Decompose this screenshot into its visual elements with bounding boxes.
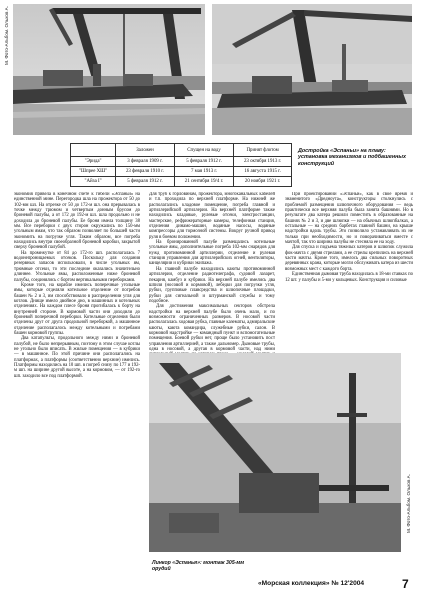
paragraph: Для труб к горловинам, прожектора, многоканальных кабелей и т.п. проходила по верхней платформе. На нижней же располагались кладовое помещение, погреба главной и артиллерийской артиллерии. На верхней платформе также находились кладовые, рулевые отсеки, электростанции, мастерские, рефрижераторные камеры, телефонная станция, отделения динамо-машин, водяные насосы, водяные компрессоры для тормозной системы. Вокруг ручной привод руля в боевом положении. <box>149 192 275 240</box>
photo-ship-crane-right <box>212 4 412 135</box>
table-row <box>71 157 292 167</box>
caption-outfitting: Достройка «Эспаньи» на плаву: установка механизмов и подбашенных конструкций <box>298 148 406 167</box>
table-header-cell <box>71 144 116 157</box>
table-cell: "Айза I" <box>71 177 116 187</box>
photo-credit-middle: М. Фото-Альбом. Ольхов А. <box>406 474 411 533</box>
paragraph: Кроме того, на корабле имелись поперечные угольные ямы, которые отделяли котельное отделение от погребов башен № 2 и 3, им способствовало в распределении угля для котлов. Днище имело двойное дно, в машинных и котельных отделениях. На каждом плесе броня прогибалась к борту на внутренней стороне. В кормовой части они доходили до броневой поперечной переборки. Котельные отделения были отделены друг от друга продольной переборкой, а машинное отделение располагалось между котельными и погребами башен кормовой группы. <box>14 282 140 336</box>
caption-gun-installation: Линкор «Эспанья»: монтаж 305-мм орудий <box>152 560 245 573</box>
table-cell: "Эрида" <box>71 157 116 167</box>
paragraph: Для спуска и подъема тяжелых катеров и шлюпок служила фок-мачта с двумя стрелами, а ее стрелы крепились на верхней части мачты. Кроме того, имелось два сильных поворотных деревянных крана, которые могли обслуживать катера из шести возможных мест с каждого борта. <box>285 245 413 272</box>
paragraph: Два катапульты, продольного между ними и броневой палубой, не было непрерывным, поэтому в этом случае котлы не угольно было вписать. В жилые помещения — в кубрики — в машинное. По этой причине они располагались на платформах, а платформы (соответственно верхние) имелись. Платформы находились на 10 шп. в погреб снизу по 177 и 192-м шп. на ширине другой высоте, а на кормовом, — от 192-го шп. заходило все под платформой. <box>14 336 140 379</box>
ships-table <box>70 143 292 187</box>
table-cell: 23 октября 1913 г. <box>234 157 292 167</box>
table-header-cell: Заложен <box>116 144 175 157</box>
text-column-3 <box>285 192 413 342</box>
table-cell: 21 сентября 19/4 г. <box>174 177 233 187</box>
photo-gun-installation <box>149 353 401 552</box>
table-cell: 5 февраля 1912 г. <box>174 157 233 167</box>
journal-footer: «Морская коллекция» № 12'2004 <box>258 580 365 587</box>
table-cell: 5 февраля 1912 г. <box>116 177 175 187</box>
table-row <box>71 167 292 177</box>
table-cell: 7 мая 1913 г. <box>174 167 233 177</box>
table-header-cell: Спущен на воду <box>174 144 233 157</box>
table-cell: 23 февраля 1910 г. <box>116 167 175 177</box>
photo-credit-top: М. Фото-Альбом. Ольхов А. <box>4 6 9 65</box>
table-cell: "Шпрее ХШ" <box>71 167 116 177</box>
text-column-1 <box>14 192 140 588</box>
paragraph: При проектировании «Эспаньи», как в свое время и знаменитого «Дредноута», конструкторы столкнулись с проблемой размещения шлюпочного оборудования — ведь практически все верхняя палуба была занята башнями. Но в результате два катера решили поместить в образованные на башнях № 2 и 3, и две шлюпки — на обычных шлюпбалках, а остальные — на средних барбетах главной башни, на крыше надстройки вдоль трубы. Это позволило устанавливать их не только при необходимости, но и поворачиваться вместе с мачтой, так что ширина палубы не стесняла ее на ходу. <box>285 192 413 246</box>
photo-ship-crane <box>13 4 205 135</box>
photo-gun-installation-image <box>149 353 401 552</box>
paragraph: На бронированной палубе размещались котельные угольные ямы, дополнительные погреба 102-мм снарядов для нужд противоминной артиллерии, отделение и рулевая станция управления для артиллерийских огней, вентиляторы, канцелярии и кубрики экипажа. <box>149 240 275 267</box>
table-header-row <box>71 144 292 157</box>
table-cell: 16 августа 1915 г. <box>234 167 292 177</box>
paragraph: Единственная дымовая труба находилась в 18-ми ставках по 12 шт. у палубы и 5-ми у кольцевых. Конструкция и силовые <box>285 272 413 283</box>
page-number: 7 <box>402 577 409 591</box>
table-cell: 20 ноября 1921 г. <box>234 177 292 187</box>
table-cell: 3 февраля 1909 г. <box>116 157 175 167</box>
paragraph: На промежутке от 84 до 172-го шп. располагалась 7 водонепроницаемых отсеков. Поскольку для создания резервных запасов использовали, в числе угольных ям, трюмные отсеки, то эти последние оказались значительно длиннее. Угольные ямы, расположенные ниже броневой палубы, соединялись с бортом вертикальными переборками. <box>14 250 140 283</box>
photo-ship-crane-image <box>13 4 205 135</box>
paragraph: На главной палубе находились каюты противоминной артиллерии, отделение радиотелеграфа, судовой лазарет, пекарня, камбуз и кубрики. На верхней палубе имелись два шпиля (носовой и кормовой), лебедки для погрузки угля, рубки, групповые плавсредства и шлюпочные площадки, рубки для сигнальной и штурманской службы и тому подобное. <box>149 266 275 304</box>
paragraph: экономия привела в конечном счете к гибели «Эспаньи» на единственной мине. Перегородка шла на прожектора от 50 до 102-мм шл. На отрезке от 50 до 172-м шл. она прерывалась в точке между трюмом и четвертым донным брусом до броневой палубы, а от 172 до 192-м шл. шла продольно и не доходила до броневой палубы. Ее броня имела толщину 38 мм. Все переборки с двух сторон окружались по 150-мм угольным ямам, что так образом позволяет по большей части экономить на погрузке угля. Таким образом, все погреба находились внутри своеобразной броневой коробки, закрытой сверху броневой палубой. <box>14 192 140 251</box>
table-header-cell: Принят флотом <box>234 144 292 157</box>
photo-ship-crane-right-image <box>212 4 412 135</box>
table-row <box>71 177 292 187</box>
paragraph: Для достижения максимальных секторов обстрела надстройки на верхней палубе было очень мало, и по возможности ограниченных размеров. В носовой части располагалась ходовая рубка, главные казематы, адмиральские каюты, каюта командира, служебные рубки, салон. В кормовой надстройке — командный пункт и вспомогательные помещения. Боевой рубки нет, проще было установить пост управления артиллерией, а также дальномер. Дымовые трубы, одна в носовой, а другая в кормовой части, над ними <box>149 304 275 352</box>
